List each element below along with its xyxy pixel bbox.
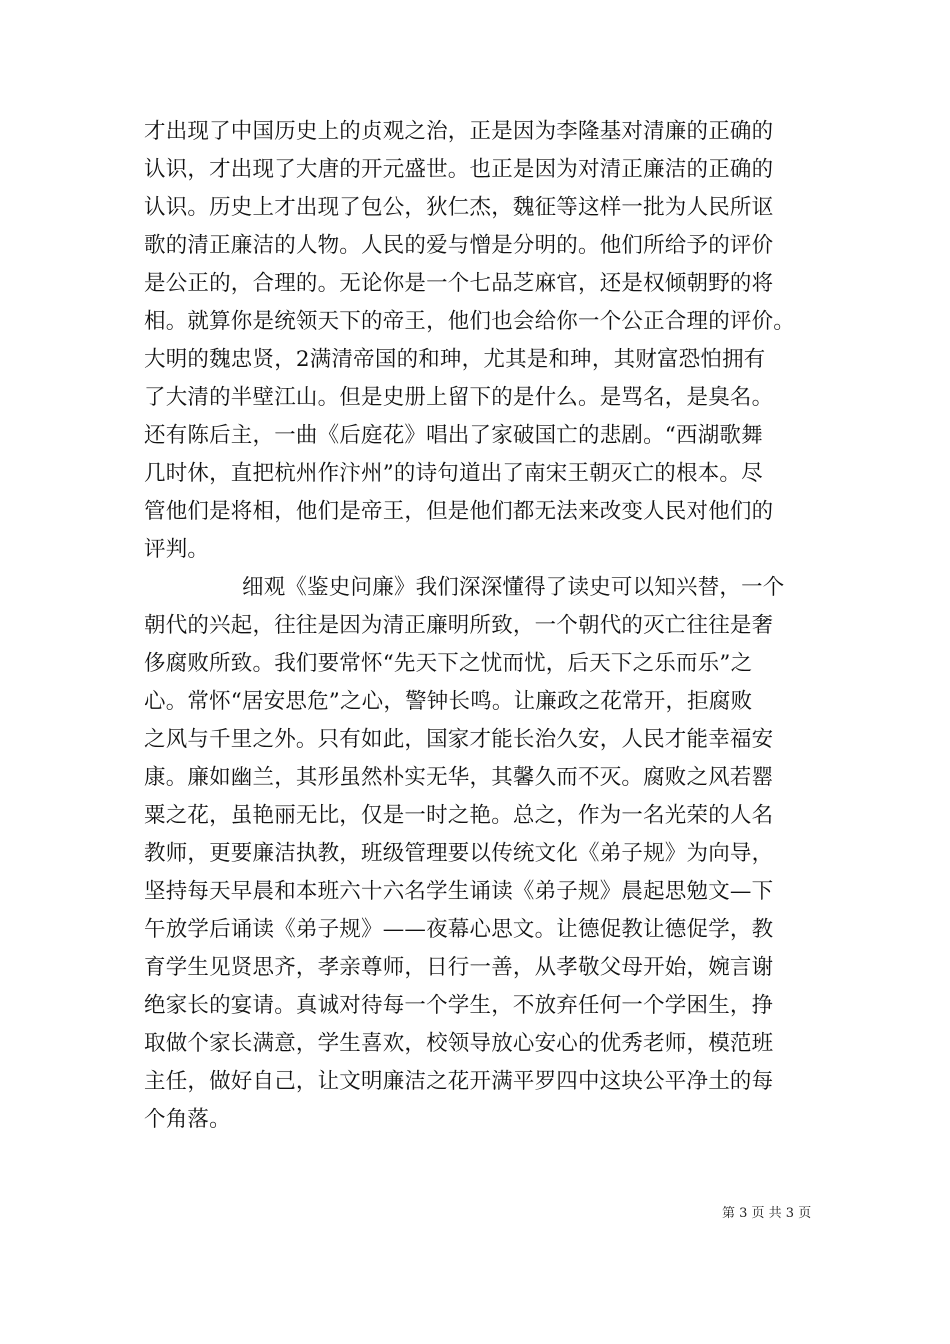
paragraph-line: 绝家长的宴请。真诚对待每一个学生，不放弃任何一个学困生，挣 <box>144 993 774 1018</box>
paragraph-line: 主任，做好自己，让文明廉洁之花开满平罗四中这块公平净土的每 <box>144 1069 774 1094</box>
paragraph-line: 是公正的，合理的。无论你是一个七品芝麻官，还是权倾朝野的将 <box>144 271 774 296</box>
paragraph-line: 了大清的半壁江山。但是史册上留下的是什么。是骂名，是臭名。 <box>144 385 774 410</box>
paragraph-line: 朝代的兴起，往往是因为清正廉明所致，一个朝代的灭亡往往是奢 <box>144 613 774 638</box>
paragraph-line: 大明的魏忠贤，2满清帝国的和珅，尤其是和珅，其财富恐怕拥有 <box>144 347 766 372</box>
page-number-footer: 第 3 页 共 3 页 <box>722 1206 812 1221</box>
paragraph-line: 康。廉如幽兰，其形虽然朴实无华，其馨久而不灭。腐败之风若罂 <box>144 765 774 790</box>
paragraph-line: 管他们是将相，他们是帝王，但是他们都无法来改变人民对他们的 <box>144 499 774 524</box>
paragraph-first-line: 细观《鉴史问廉》我们深深懂得了读史可以知兴替，一个 <box>242 575 785 600</box>
paragraph-line: 侈腐败所致。我们要常怀“先天下之忧而忧，后天下之乐而乐”之 <box>144 651 753 676</box>
paragraph-line: 取做个家长满意，学生喜欢，校领导放心安心的优秀老师，模范班 <box>144 1031 774 1056</box>
paragraph-line: 个角落。 <box>144 1107 231 1132</box>
paragraph-line: 认识，才出现了大唐的开元盛世。也正是因为对清正廉洁的正确的 <box>144 157 774 182</box>
paragraph-line: 午放学后诵读《弟子规》——夜幕心思文。让德促教让德促学，教 <box>144 917 774 942</box>
paragraph-line: 粟之花，虽艳丽无比，仅是一时之艳。总之，作为一名光荣的人名 <box>144 803 774 828</box>
paragraph-line: 相。就算你是统领天下的帝王，他们也会给你一个公正合理的评价。 <box>144 309 796 334</box>
paragraph-line: 教师，更要廉洁执教，班级管理要以传统文化《弟子规》为向导， <box>144 841 774 866</box>
paragraph-line: 才出现了中国历史上的贞观之治，正是因为李隆基对清廉的正确的 <box>144 119 774 144</box>
paragraph-line: 认识。历史上才出现了包公，狄仁杰，魏征等这样一批为人民所讴 <box>144 195 774 220</box>
paragraph-line: 心。常怀“居安思危”之心，警钟长鸣。让廉政之花常开，拒腐败 <box>144 689 753 714</box>
paragraph-line: 几时休，直把杭州作汴州”的诗句道出了南宋王朝灭亡的根本。尽 <box>144 461 763 486</box>
paragraph-line: 育学生见贤思齐，孝亲尊师，日行一善，从孝敬父母开始，婉言谢 <box>144 955 774 980</box>
paragraph-line: 歌的清正廉洁的人物。人民的爱与憎是分明的。他们所给予的评价 <box>144 233 774 258</box>
paragraph-line: 评判。 <box>144 537 210 562</box>
paragraph-line: 还有陈后主，一曲《后庭花》唱出了家破国亡的悲剧。“西湖歌舞 <box>144 423 763 448</box>
paragraph-line: 之风与千里之外。只有如此，国家才能长治久安，人民才能幸福安 <box>144 727 774 752</box>
paragraph-line: 坚持每天早晨和本班六十六名学生诵读《弟子规》晨起思勉文—下 <box>144 879 774 904</box>
